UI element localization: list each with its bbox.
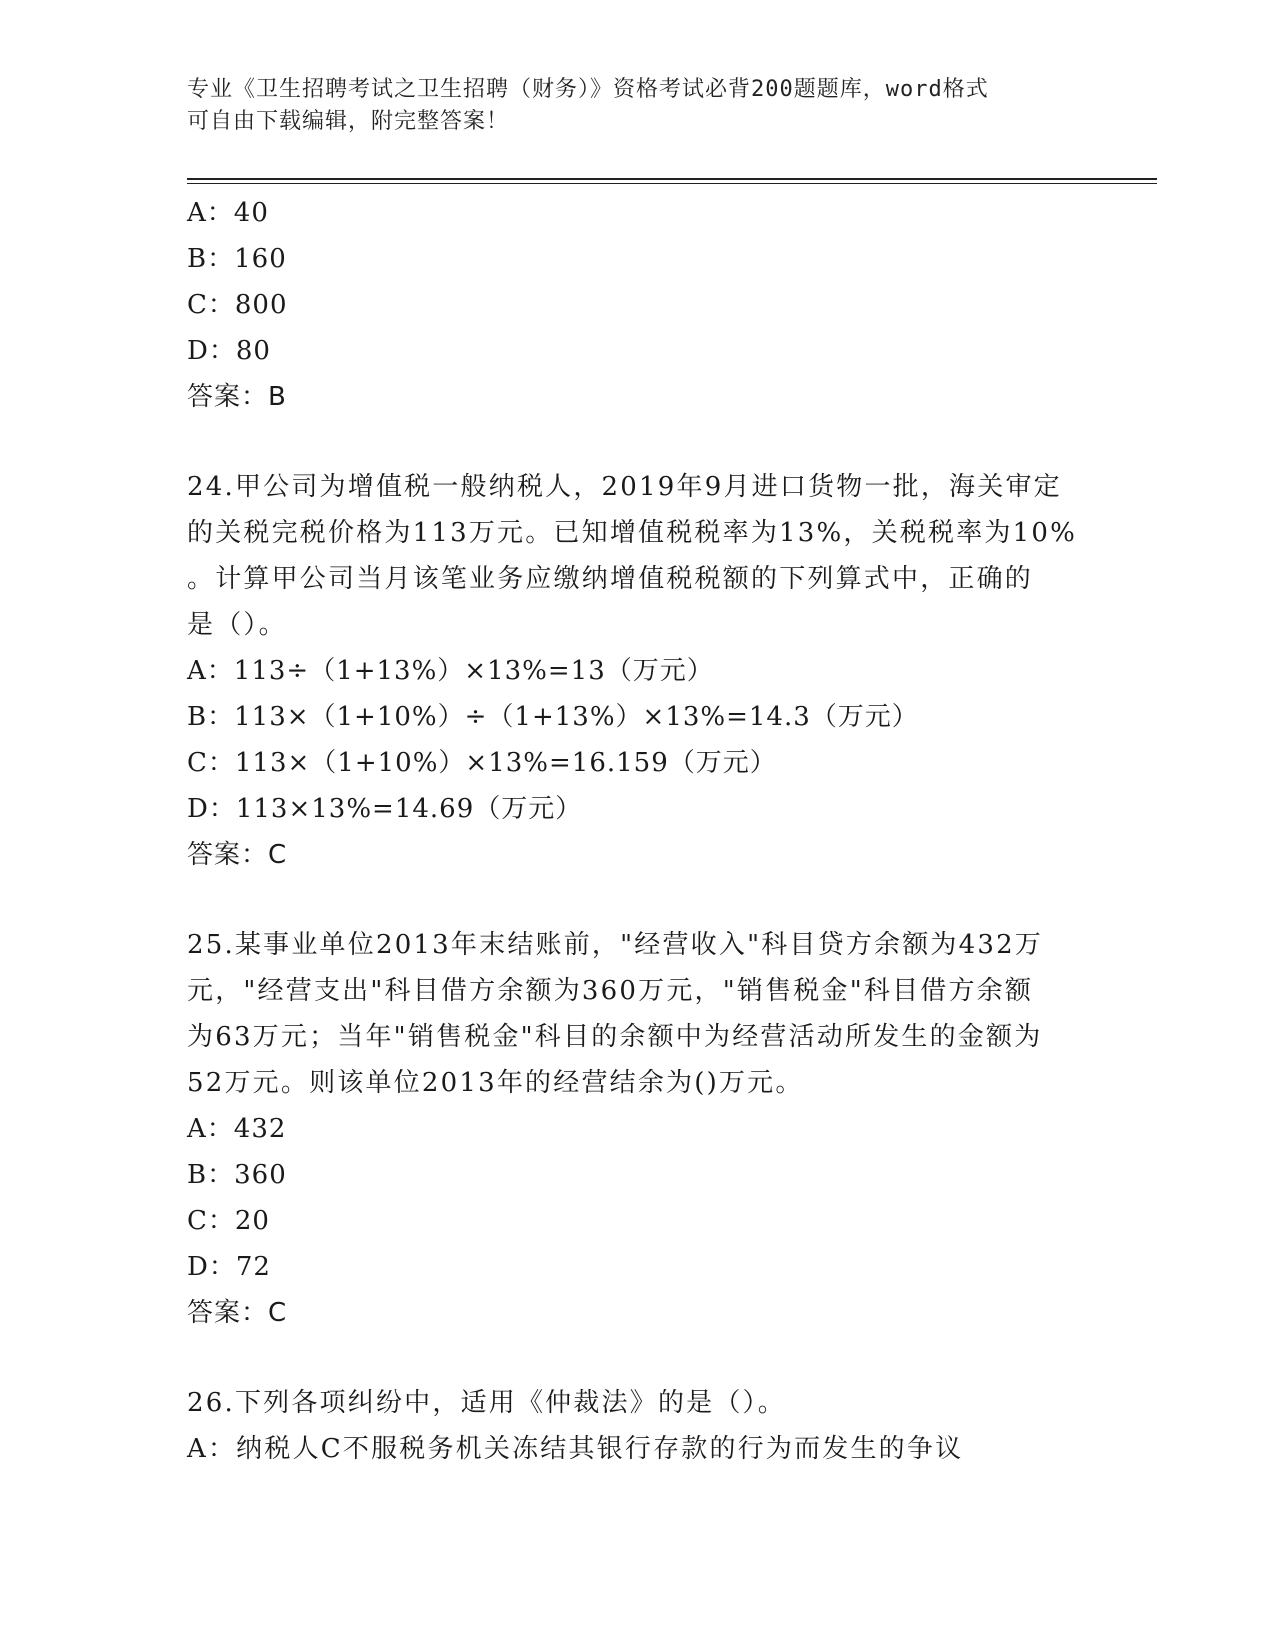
option-b: B：360 xyxy=(187,1160,287,1190)
spacer xyxy=(187,878,1087,922)
option-d: D：113×13%=14.69（万元） xyxy=(187,794,583,824)
option-c: C：113×（1+10%）×13%=16.159（万元） xyxy=(187,748,777,778)
document-body xyxy=(187,190,1087,1472)
question-stem-line: 52万元。则该单位2013年的经营结余为()万元。 xyxy=(187,1068,804,1098)
header-divider-thick xyxy=(187,178,1157,180)
question-stem-line: 为63万元；当年"销售税金"科目的余额中为经营活动所发生的金额为 xyxy=(187,1022,1043,1052)
header-title-line-1: 专业《卫生招聘考试之卫生招聘（财务）》资格考试必背200题题库，word格式 xyxy=(187,77,989,102)
header-title-line-2: 可自由下载编辑，附完整答案！ xyxy=(187,109,510,134)
answer-line: 答案：C xyxy=(187,1298,288,1328)
question-stem-line: 是（）。 xyxy=(187,610,287,640)
question-stem-line: 25.某事业单位2013年末结账前，"经营收入"科目贷方余额为432万 xyxy=(187,930,1044,960)
option-a: A：纳税人C不服税务机关冻结其银行存款的行为而发生的争议 xyxy=(187,1434,964,1464)
header-divider-thin xyxy=(187,183,1157,184)
question-24 xyxy=(187,464,1087,878)
question-stem-line: 的关税完税价格为113万元。已知增值税税率为13%，关税税率为10% xyxy=(187,518,1078,548)
option-d: D：80 xyxy=(187,336,271,366)
spacer xyxy=(187,1336,1087,1380)
question-stem-line: 。计算甲公司当月该笔业务应缴纳增值税税额的下列算式中，正确的 xyxy=(187,564,1034,594)
option-c: C：800 xyxy=(187,290,288,320)
question-stem-line: 26.下列各项纠纷中，适用《仲裁法》的是（）。 xyxy=(187,1388,786,1418)
question-stem-line: 24.甲公司为增值税一般纳税人，2019年9月进口货物一批，海关审定 xyxy=(187,472,1062,502)
question-26 xyxy=(187,1380,1087,1472)
option-b: B：160 xyxy=(187,244,287,274)
option-b: B：113×（1+10%）÷（1+13%）×13%=14.3（万元） xyxy=(187,702,919,732)
answer-line: 答案：B xyxy=(187,382,287,412)
option-c: C：20 xyxy=(187,1206,270,1236)
question-25 xyxy=(187,922,1087,1336)
question-stem-line: 元，"经营支出"科目借方余额为360万元，"销售税金"科目借方余额 xyxy=(187,976,1034,1006)
option-a: A：40 xyxy=(187,198,269,228)
option-a: A：113÷（1+13%）×13%=13（万元） xyxy=(187,656,714,686)
spacer xyxy=(187,420,1087,464)
question-23 xyxy=(187,190,1087,420)
page-header xyxy=(187,74,1087,138)
answer-line: 答案：C xyxy=(187,840,288,870)
option-d: D：72 xyxy=(187,1252,271,1282)
option-a: A：432 xyxy=(187,1114,287,1144)
